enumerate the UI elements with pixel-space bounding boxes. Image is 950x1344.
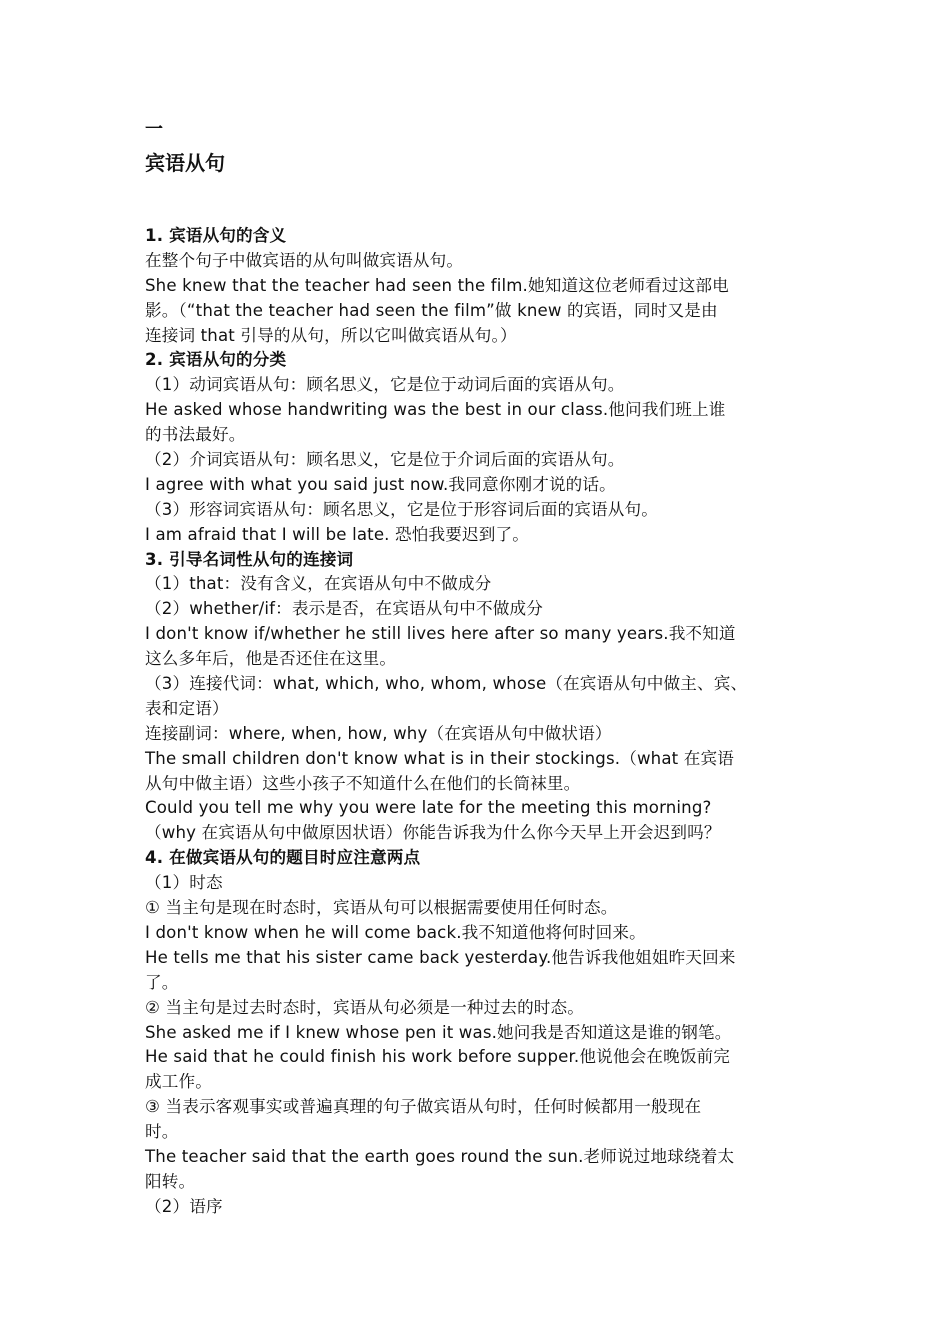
text-line: （2）语序 bbox=[145, 1196, 223, 1216]
text-line: （2）whether/if：表示是否，在宾语从句中不做成分 bbox=[145, 599, 543, 619]
section-heading: 3. 引导名词性从句的连接词 bbox=[145, 549, 354, 569]
text-line: 阳转。 bbox=[145, 1171, 196, 1191]
text-line: I don't know if/whether he still lives here after so many years.我不知道 bbox=[145, 624, 736, 644]
text-line: 连接副词：where, when, how, why（在宾语从句中做状语） bbox=[145, 723, 612, 743]
text-line: （3）连接代词：what, which, who, whom, whose（在宾语从句中做主、宾、 bbox=[145, 674, 748, 694]
text-line: Could you tell me why you were late for the meeting this morning? bbox=[145, 798, 712, 818]
text-line: 影。（“that the teacher had seen the film”做 knew 的宾语，同时又是由 bbox=[145, 300, 718, 320]
section-heading: 2. 宾语从句的分类 bbox=[145, 350, 287, 370]
text-line: 了。 bbox=[145, 972, 179, 992]
section-heading: 4. 在做宾语从句的题目时应注意两点 bbox=[145, 848, 421, 868]
text-line: I don't know when he will come back.我不知道他将何时回来。 bbox=[145, 922, 646, 942]
text-line: ② 当主句是过去时态时，宾语从句必须是一种过去的时态。 bbox=[145, 997, 585, 1017]
text-line: She knew that the teacher had seen the film.她知道这位老师看过这部电 bbox=[145, 275, 729, 295]
text-line: （3）形容词宾语从句：顾名思义，它是位于形容词后面的宾语从句。 bbox=[145, 499, 659, 519]
text-line: 连接词 that 引导的从句，所以它叫做宾语从句。） bbox=[145, 325, 517, 345]
text-line: （1）动词宾语从句：顾名思义，它是位于动词后面的宾语从句。 bbox=[145, 375, 625, 395]
text-line: （2）介词宾语从句：顾名思义，它是位于介词后面的宾语从句。 bbox=[145, 450, 625, 470]
page-title: 宾语从句 bbox=[145, 151, 225, 175]
text-line: He said that he could finish his work before supper.他说他会在晚饭前完 bbox=[145, 1047, 731, 1067]
text-line: 的书法最好。 bbox=[145, 425, 246, 445]
text-line: ③ 当表示客观事实或普遍真理的句子做宾语从句时，任何时候都用一般现在 bbox=[145, 1097, 702, 1117]
text-line: 从句中做主语）这些小孩子不知道什么在他们的长筒袜里。 bbox=[145, 773, 581, 793]
text-line: He tells me that his sister came back yesterday.他告诉我他姐姐昨天回来 bbox=[145, 947, 736, 967]
text-line: （1）时态 bbox=[145, 873, 223, 893]
text-line: He asked whose handwriting was the best in our class.他问我们班上谁 bbox=[145, 400, 726, 420]
section-heading: 1. 宾语从句的含义 bbox=[145, 226, 287, 245]
text-line: 在整个句子中做宾语的从句叫做宾语从句。 bbox=[145, 250, 464, 270]
text-line: The small children don't know what is in their stockings.（what 在宾语 bbox=[145, 748, 734, 768]
document-body bbox=[145, 224, 825, 1220]
text-line: （1）that：没有含义，在宾语从句中不做成分 bbox=[145, 574, 492, 594]
text-line: 成工作。 bbox=[145, 1072, 212, 1092]
text-line: 表和定语） bbox=[145, 698, 229, 718]
section-number-mark: 一 bbox=[145, 119, 163, 140]
text-line: （why 在宾语从句中做原因状语）你能告诉我为什么你今天早上开会迟到吗？ bbox=[145, 823, 721, 843]
text-line: ① 当主句是现在时态时，宾语从句可以根据需要使用任何时态。 bbox=[145, 898, 618, 918]
text-line: She asked me if I knew whose pen it was.她问我是否知道这是谁的钢笔。 bbox=[145, 1022, 732, 1042]
text-line: 这么多年后，他是否还住在这里。 bbox=[145, 649, 397, 669]
text-line: 时。 bbox=[145, 1122, 179, 1142]
text-line: I am afraid that I will be late. 恐怕我要迟到了。 bbox=[145, 524, 529, 544]
text-line: I agree with what you said just now.我同意你刚才说的话。 bbox=[145, 474, 616, 494]
text-line: The teacher said that the earth goes round the sun.老师说过地球绕着太 bbox=[145, 1146, 735, 1166]
